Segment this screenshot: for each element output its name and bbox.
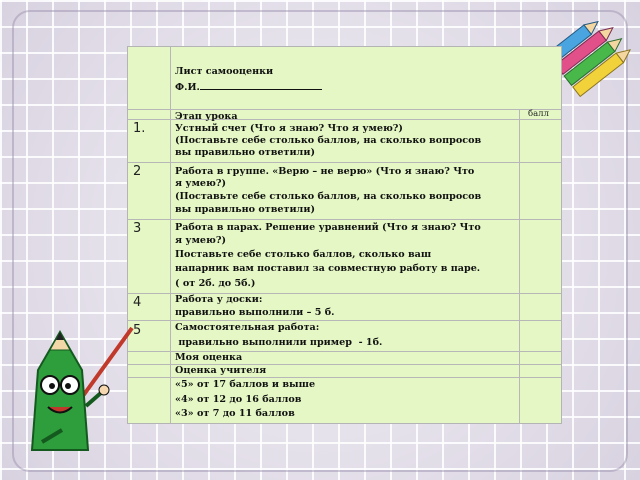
row-text: Работа у доски: [175, 294, 263, 305]
row-number: 3 [133, 221, 142, 236]
row-number: 4 [133, 295, 142, 310]
row-text: (Поставьте себе столько баллов, на сколько вопросов [175, 135, 482, 146]
self-assessment-sheet [127, 46, 562, 424]
sheet-title: Лист самооценки [175, 66, 274, 77]
row-text: вы правильно ответили) [175, 204, 315, 215]
row-text: напарник вам поставил за совместную работу в паре. [175, 263, 481, 274]
row-number: 5 [133, 323, 142, 338]
stage-column-header: Этап урока [175, 111, 238, 122]
criteria-line: «4» от 12 до 16 баллов [175, 394, 302, 405]
row-text: (Поставьте себе столько баллов, на сколько вопросов [175, 191, 482, 202]
teacher-grade-label: Оценка учителя [175, 365, 267, 376]
name-label: Ф.И. [175, 82, 200, 93]
row-text: правильно выполнили пример - 1б. [175, 337, 383, 348]
name-blank-line [200, 80, 322, 90]
score-column-header: балл [528, 109, 549, 119]
row-text: правильно выполнили – 5 б. [175, 307, 335, 318]
row-text: я умею?) [175, 178, 227, 189]
criteria-line: «5» от 17 баллов и выше [175, 379, 316, 390]
row-number: 1. [133, 121, 146, 136]
row-text: Работа в группе. «Верю – не верю» (Что я знаю? Что [175, 166, 475, 177]
my-grade-label: Моя оценка [175, 352, 243, 363]
row-number: 2 [133, 164, 142, 179]
pencil-character-icon [20, 310, 140, 460]
row-text: Поставьте себе столько баллов, сколько ваш [175, 249, 432, 260]
row-text: Устный счет (Что я знаю? Что я умею?) [175, 123, 403, 134]
criteria-line: «3» от 7 до 11 баллов [175, 408, 295, 419]
row-text: Работа в парах. Решение уравнений (Что я знаю? Что [175, 222, 481, 233]
row-text: Самостоятельная работа: [175, 322, 320, 333]
row-text: вы правильно ответили) [175, 147, 315, 158]
row-text: ( от 2б. до 5б.) [175, 278, 256, 289]
row-text: я умею?) [175, 235, 227, 246]
